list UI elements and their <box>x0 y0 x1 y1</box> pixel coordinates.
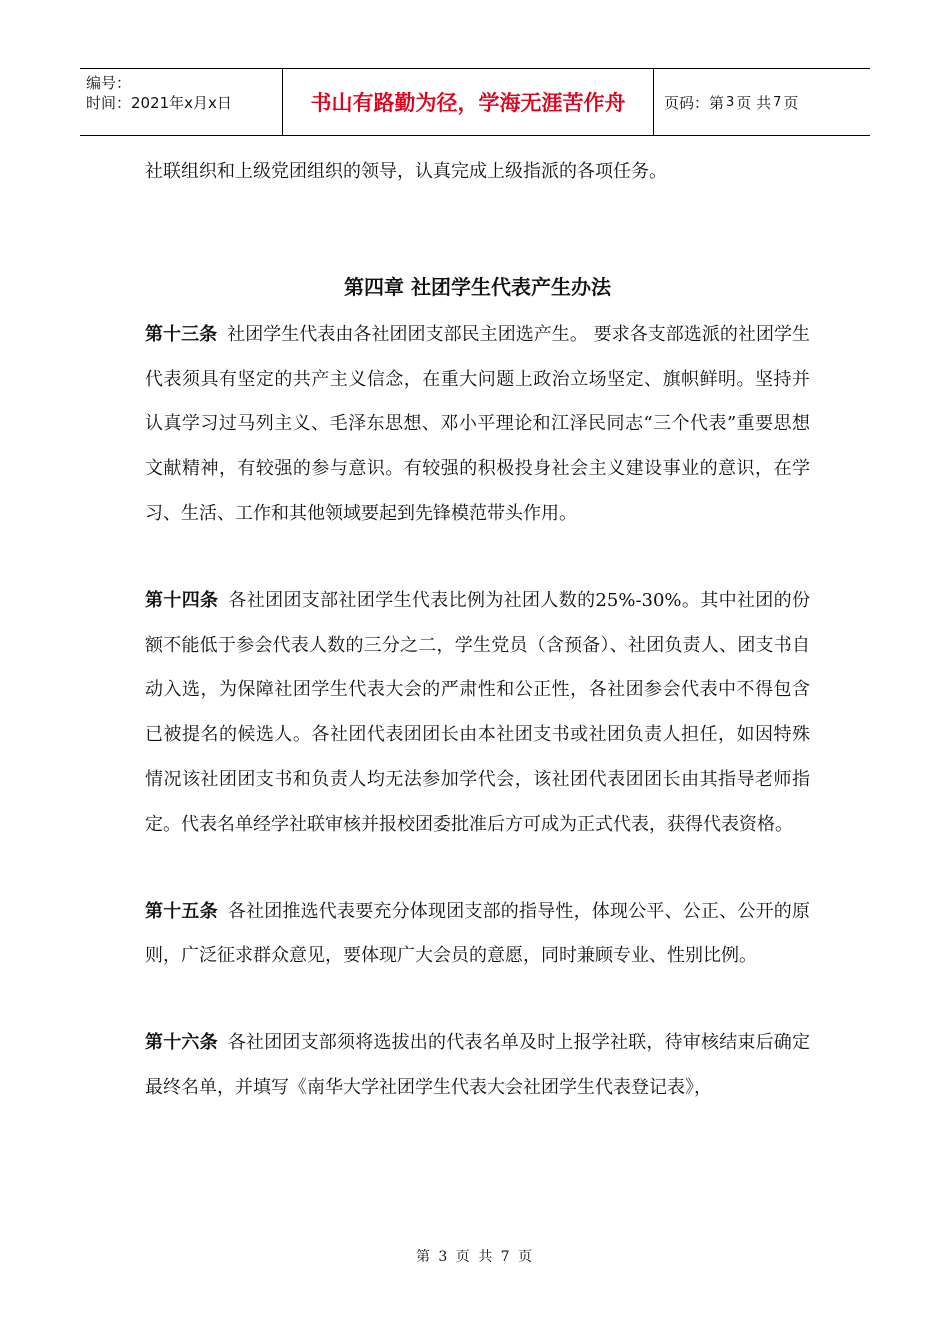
page-mid: 页 共 <box>736 93 772 112</box>
article-15 <box>145 890 810 980</box>
page-suffix: 页 <box>783 93 799 112</box>
header-meta <box>80 69 282 135</box>
header-page-number <box>654 69 870 135</box>
article-14 <box>145 579 810 848</box>
page-current: 3 <box>726 94 735 110</box>
page-prefix: 页码：第 <box>664 93 725 112</box>
article-13 <box>145 313 810 537</box>
article-title: 第十四条 <box>145 589 219 611</box>
article-title: 第十三条 <box>145 323 218 345</box>
lead-paragraph: 社联组织和上级党团组织的领导，认真完成上级指派的各项任务。 <box>145 161 667 182</box>
page-total: 7 <box>773 94 782 110</box>
article-title: 第十六条 <box>145 1032 218 1054</box>
article-16 <box>145 1021 810 1111</box>
code-label: 编号： <box>86 74 132 92</box>
time-label: 时间：2021年x月x日 <box>86 94 232 112</box>
article-text: 社团学生代表由各社团团支部民主团选产生。 要求各支部选派的社团学生代表须具有坚定的共产主义信念，在重大问题上政治立场坚定、旗帜鲜明。坚持并认真学习过马列主义、毛泽东思想、邓小平理论和江泽民同志“三个代表”重要思想文献精神，有较强的参与意识。有较强的积极投身社会主义建设事业的意识，在学习、生活、工作和其他领域要起到先锋模范带头作用。 <box>145 323 811 524</box>
page-footer: 第 3 页 共 7 页 <box>415 1249 535 1265</box>
page-header <box>80 68 870 136</box>
article-text: 各社团团支部须将选拔出的代表名单及时上报学社联，待审核结束后确定最终名单，并填写《南华大学社团学生代表大会社团学生代表登记表》， <box>145 1032 811 1098</box>
document-body <box>145 150 810 1111</box>
article-text: 各社团推选代表要充分体现团支部的指导性，体现公平、公正、公开的原则，广泛征求群众意见，要体现广大会员的意愿，同时兼顾专业、性别比例。 <box>145 900 811 967</box>
chapter-title: 第四章 社团学生代表产生办法 <box>344 274 611 299</box>
article-text: 各社团团支部社团学生代表比例为社团人数的25%-30%。其中社团的份额不能低于参会代表人数的三分之二，学生党员（含预备）、社团负责人、团支书自动入选，为保障社团学生代表大会的严肃性和公正性，各社团参会代表中不得包含已被提名的候选人。各社团代表团团长由本社团支书或社团负责人担任，如因特殊情况该社团团支书和负责人均无法参加学代会，该社团代表团团长由其指导老师指定。代表名单经学社联审核并报校团委批准后方可成为正式代表，获得代表资格。 <box>145 589 810 835</box>
header-motto: 书山有路勤为径，学海无涯苦作舟 <box>282 69 654 135</box>
article-title: 第十五条 <box>145 900 218 922</box>
